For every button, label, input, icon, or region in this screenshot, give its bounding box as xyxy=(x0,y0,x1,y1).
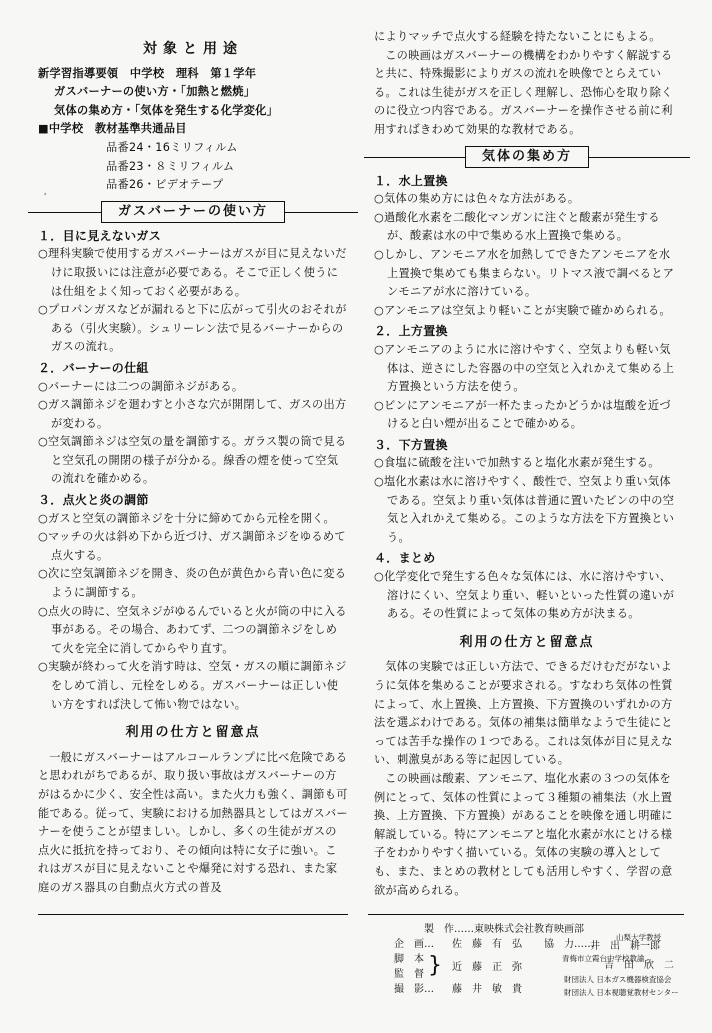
list-item: ○塩化水素は水に溶けやすく、酸性で、空気より重い気体である。空気より重い気体は普通に置いたビンの中の空気と入れかえて集める。このような方法を下方置換という。 xyxy=(374,475,675,544)
credit-affiliation: 青梅市立霞台中学校教諭 xyxy=(562,954,645,963)
credit-label: 企 画… xyxy=(394,939,434,950)
continued-paragraph: この映画はガスバーナーの機構をわかりやすく解説すると共に、特殊撮影によりガスの流れを映像でとらえている。これは生徒がガスを正しく理解し、恐怖心を取り除くのに役立つ内容である。ガスバーナーを操作させる前に利用すればきわめて効果的な教材である。 xyxy=(374,48,673,136)
subhead-ignition: ３．点火と炎の調節 xyxy=(38,493,149,508)
list-item: ○過酸化水素を二酸化マンガンに注ぐと酸素が発生するが、酸素は水の中で集める水上置換で集める。 xyxy=(374,210,660,243)
credit-label: 撮 影… xyxy=(394,984,434,995)
list-item: ○実験が終わって火を消す時は、空気・ガスの順に調節ネジをしめて消し、元栓をしめる。ガスバーナーは正しい使い方をすれば決して怖い物ではない。 xyxy=(38,660,347,711)
brace-icon: } xyxy=(428,953,442,978)
list-item: ○食塩に硫酸を注いで加熱すると塩化水素が発生する。 xyxy=(374,456,660,470)
list-item: ○理科実験で使用するガスバーナーはガスが目に見えないだけに取扱いには注意が必要である。そこで正しく使うには仕組をよく知っておく必要がある。 xyxy=(38,247,347,298)
credit-row-script xyxy=(394,952,694,982)
right-column xyxy=(374,0,680,900)
usage-title-right: 利用の仕方と留意点 xyxy=(459,634,595,650)
credit-row-camera xyxy=(394,982,694,997)
credit-production: 製 作……東映株式会社教育映画部 xyxy=(424,924,584,935)
credit-affiliation: 山梨大学教授 xyxy=(616,933,661,942)
product-16mm: 品番24・16ミリフィルム xyxy=(106,140,238,154)
list-item: ○ガスと空気の調節ネジを十分に締めてから元栓を開く。 xyxy=(38,511,336,525)
usage-title-left: 利用の仕方と留意点 xyxy=(125,725,261,741)
credit-name: 井 出 耕一郎 xyxy=(590,941,660,952)
list-item: ○ガス調節ネジを廻わすと小さな穴が開閉して、ガスの出方が変わる。 xyxy=(38,398,347,430)
bottom-rule-left xyxy=(38,914,348,915)
usage-gas-collect: 気体の集め方・「気体を発生する化学変化」 xyxy=(54,103,279,117)
guideline: 新学習指導要領 中学校 理科 第１学年 xyxy=(38,66,257,80)
usage-paragraph-left: 一般にガスバーナーはアルコールランプに比べ危険であると思われがちであるが、取り扱い事故はガスバーナーの方がはるかに少く、安全性は高い。また火力も強く、調節も可能である。従って、実験における加熱器具としてはガスバーナーを使うことが望ましい。しかし、多くの生徒がガスの点火に抵抗を持っており、その傾向は特に女子に強い。これはガスが目に見えないことや爆発に対する恐れ、また家庭のガス器具の自動点火方式の普及 xyxy=(38,750,348,894)
list-item: ○気体の集め方には色々な方法がある。 xyxy=(374,192,580,206)
subhead-upward-displacement: ２．上方置換 xyxy=(374,324,448,339)
credit-name: 佐 藤 有 弘 xyxy=(452,939,522,950)
product-video: 品番26・ビデオテープ xyxy=(106,178,224,192)
list-item: ○空気調節ネジは空気の量を調節する。ガラス製の筒で見ると空気孔の開閉の様子が分かる。線香の煙を使って空気の流れを確かめる。 xyxy=(38,435,347,486)
subhead-burner-structure: ２．バーナーの仕組 xyxy=(38,360,149,375)
usage-paragraph-right-2: この映画は酸素、アンモニア、塩化水素の３つの気体を例にとって、気体の性質によって３種類の補集法（水上置換、上方置換、下方置換）があることを映像を通し明確に解説している。特にアンモニアと塩化水素が水にとける様子をわかりやすく描いている。気体の実験の導入としても、また、まとめの教材としても活用しやすく、学習の意欲が高められる。 xyxy=(374,771,673,897)
section-rule xyxy=(374,146,680,168)
usage-paragraph-right-1: 気体の実験では正しい方法で、できるだけむだがないように気体を集めることが要求される。すなわち気体の性質によって、水上置換、上方置換、下方置換のいずれかの方法を選ぶわけである。気体の補集は簡単なようで生徒にとっては苦手な操作の１つである。これは気体が目に見えない、刺激臭がある等に起因している。 xyxy=(374,660,673,767)
list-item: ○次に空気調節ネジを開き、炎の色が黄色から青い色に変るように調節する。 xyxy=(38,567,347,600)
section-title-gas-collect: 気体の集め方 xyxy=(465,146,589,169)
product-8mm: 品番23・８ミリフィルム xyxy=(106,159,235,173)
list-item: ○アンモニアのように水に溶けやすく、空気よりも軽い気体は、逆さにした容器の中の空気と入れかえて集める上方置換という方法を使う。 xyxy=(374,342,675,394)
list-item: ○点火の時に、空気ネジがゆるんでいると火が筒の中に入る事がある。その場合、あわてず、二つの調節ネジをしめて火を完全に消してからやり直す。 xyxy=(38,604,347,655)
credit-name: 藤 井 敏 貴 xyxy=(452,984,522,995)
school-category: ■中学校 教材基準共通品目 xyxy=(38,122,187,136)
credit-row-plan xyxy=(394,933,694,952)
section-rule xyxy=(38,201,348,223)
credit-name: 近 藤 正 弥 xyxy=(452,962,522,973)
continued-text: によりマッチで点火する経験を持たないことにもよる。 xyxy=(374,30,661,43)
stray-mark: ' xyxy=(44,192,47,201)
credit-org: 財団法人 日本ガス機器検査協会 xyxy=(564,975,672,984)
list-item: ○バーナーには二つの調節ネジがある。 xyxy=(38,379,244,393)
subhead-summary: ４．まとめ xyxy=(374,551,436,566)
page-title: 対象と用途 xyxy=(143,41,243,57)
subhead-invisible-gas: １．目に見えないガス xyxy=(38,228,162,243)
credit-label: 脚 本 xyxy=(394,954,424,965)
list-item: ○プロパンガスなどが漏れると下に広がって引火のおそれがある（引火実験）。シュリーレン法で見るバーナーからのガスの流れ。 xyxy=(38,303,347,354)
credit-name: 吉 田 欣 二 xyxy=(604,960,674,971)
list-item: ○化学変化で発生する色々な気体には、水に溶けやすい、溶けにくい、空気より重い、軽いといった性質の違いがある。その性質によって気体の集め方が決まる。 xyxy=(374,570,675,621)
list-item: ○ビンにアンモニアが一杯たまったかどうかは塩酸を近づけると白い煙が出ることで確かめる。 xyxy=(374,398,671,431)
credit-org: 財団法人 日本視聴覚教材センター xyxy=(564,988,679,997)
credit-label: 監 督 xyxy=(394,969,424,980)
credits xyxy=(394,922,694,997)
left-column xyxy=(38,0,348,898)
section-title-gas-burner: ガスバーナーの使い方 xyxy=(101,201,285,224)
bottom-rule-right xyxy=(368,914,684,915)
usage-gas-burner: ガスバーナーの使い方・「加熱と燃焼」 xyxy=(54,85,256,99)
list-item: ○しかし、アンモニア水を加熱してできたアンモニアを水上置換で集めても集まらない。リトマス液で調べるとアンモニアが水に溶けている。 xyxy=(374,247,675,299)
list-item: ○マッチの火は斜め下から近づけ、ガス調節ネジをゆるめて点火する。 xyxy=(38,530,346,562)
credit-label: 協 力…… xyxy=(544,939,594,950)
subhead-downward-displacement: ３．下方置換 xyxy=(374,437,448,452)
subhead-water-displacement: １．水上置換 xyxy=(374,173,448,188)
list-item: ○アンモニアは空気より軽いことが実験で確かめられる。 xyxy=(374,303,671,317)
